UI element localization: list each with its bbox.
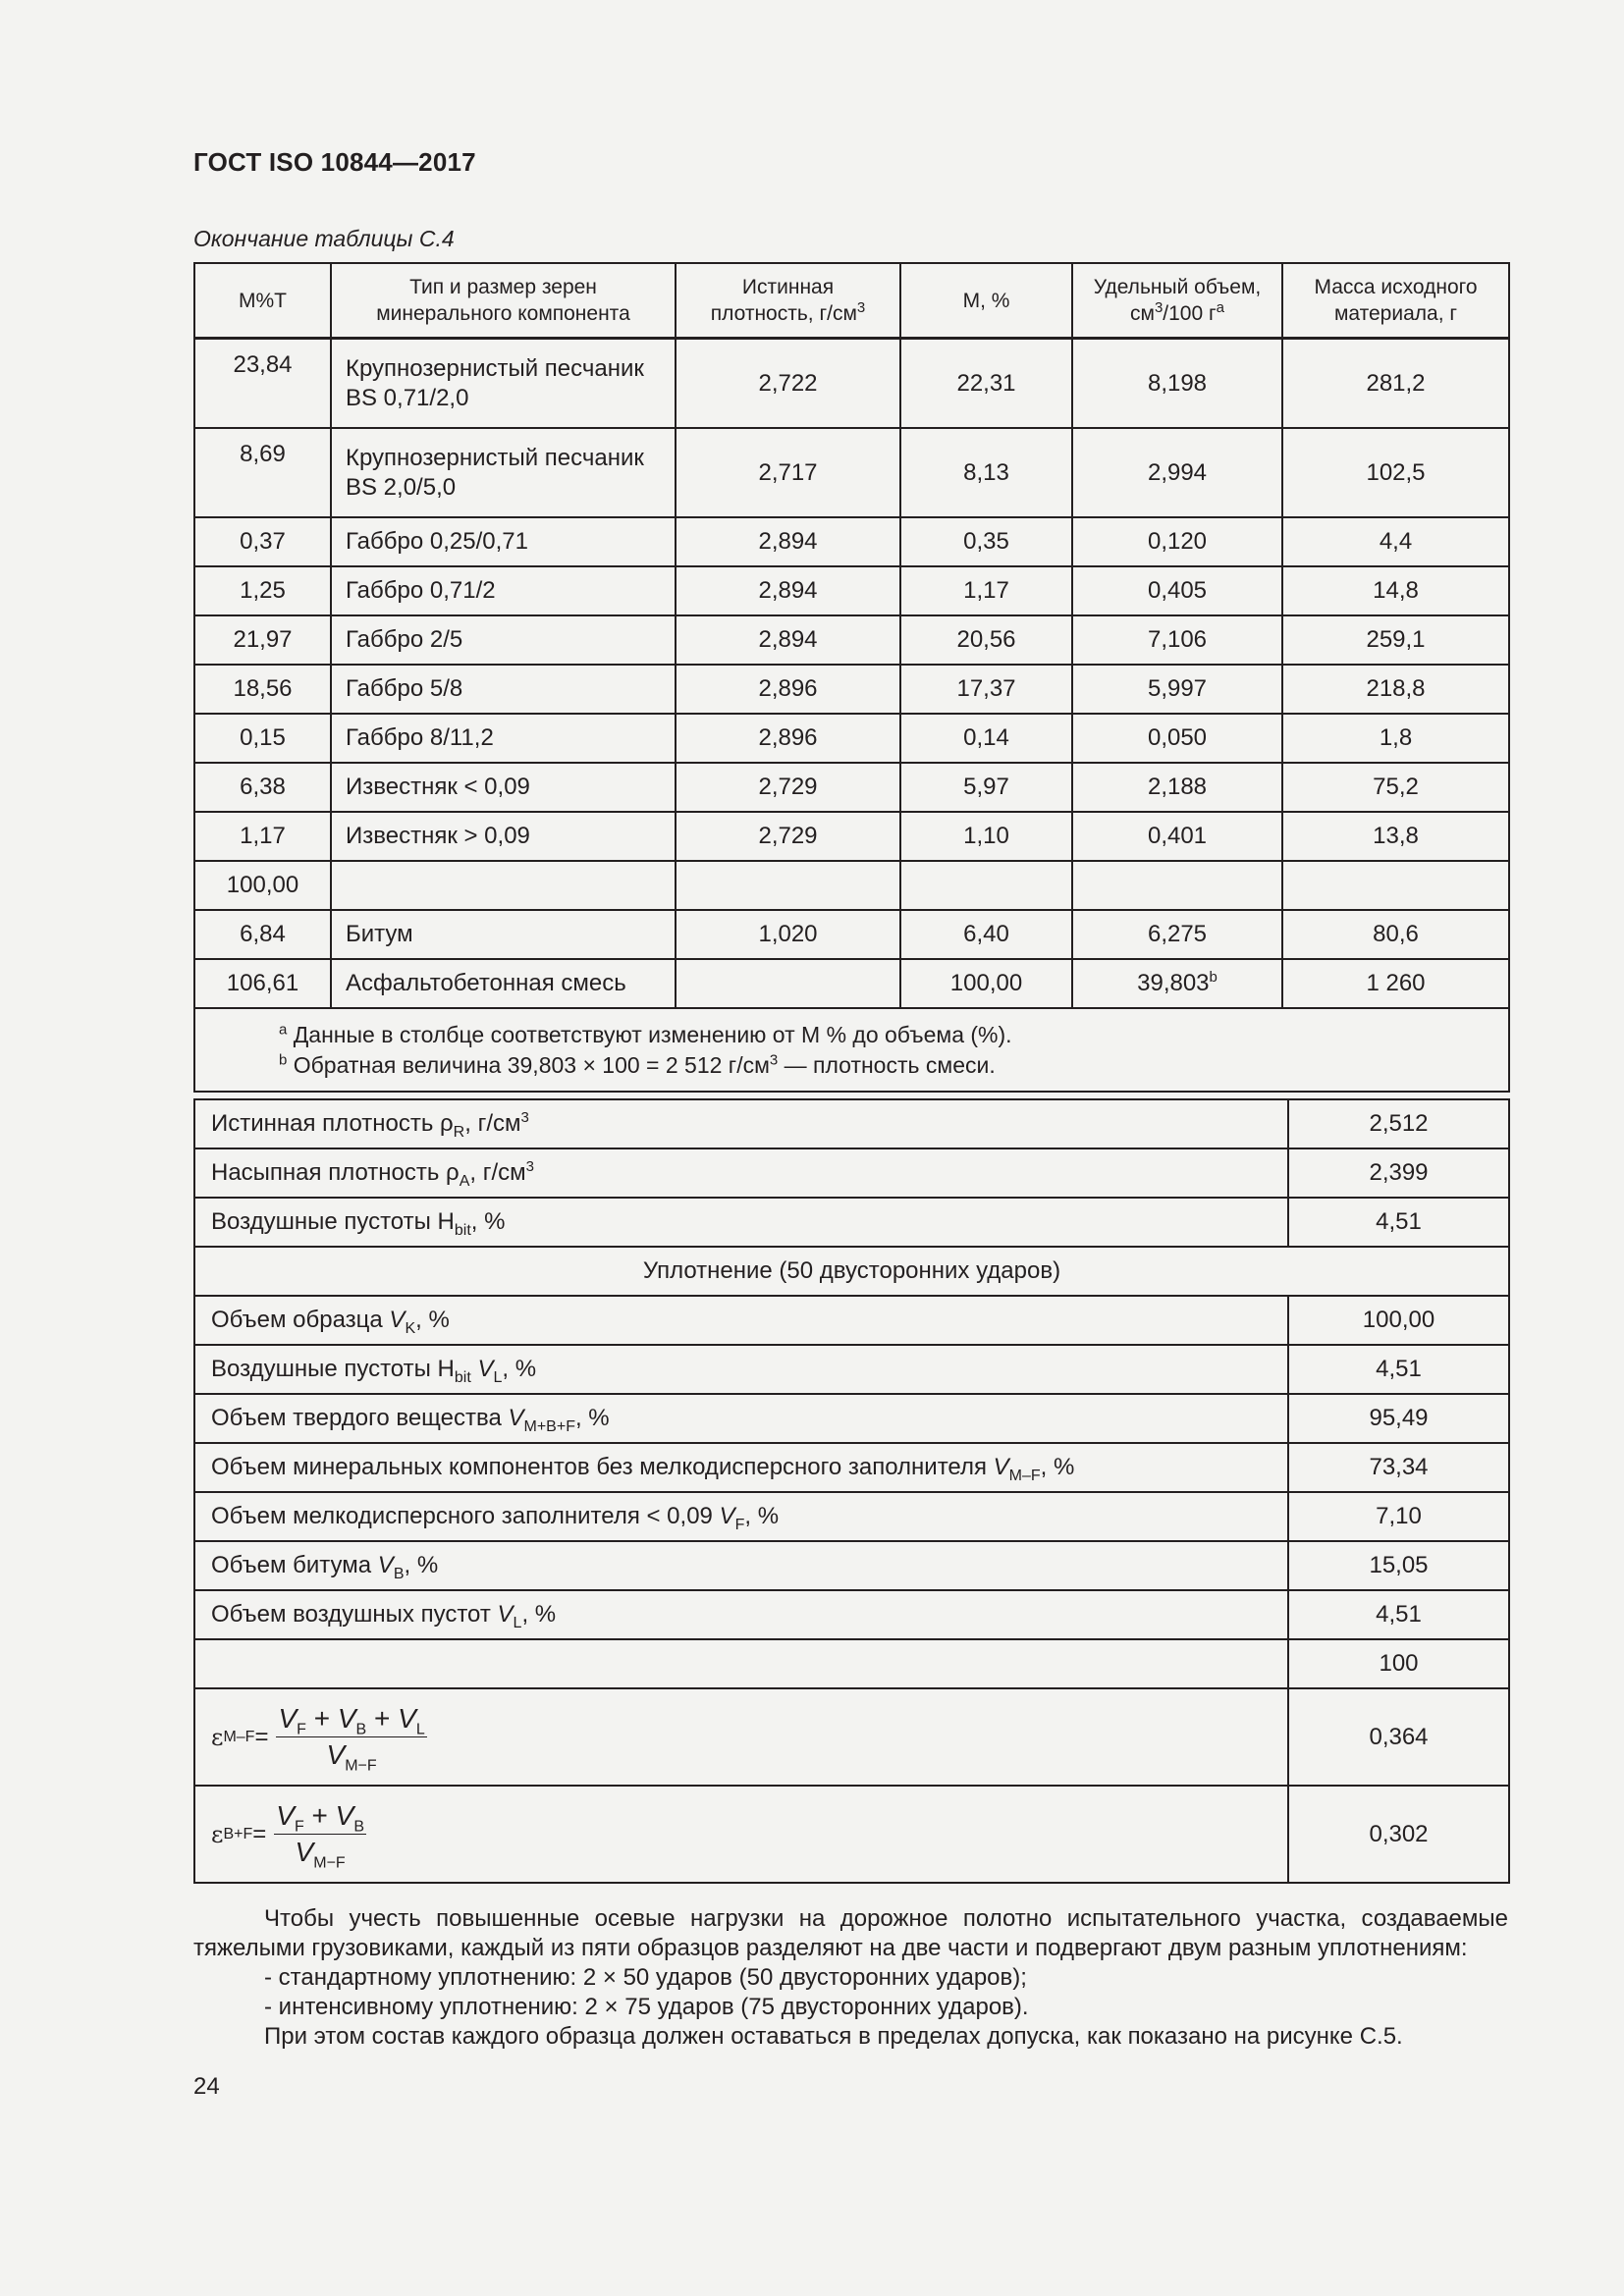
label-sum: [194, 1639, 1288, 1688]
cell-type: Габбро 0,71/2: [331, 566, 676, 615]
cell-mass: 1 260: [1282, 959, 1509, 1008]
cell-density: 2,894: [676, 566, 900, 615]
cell-mt: 18,56: [194, 665, 331, 714]
col-header-density: Истинная плотность, $г/см^3$: [676, 263, 900, 339]
compaction-header: Уплотнение (50 двусторонних ударов): [194, 1247, 1509, 1296]
footnotes-row: [194, 1008, 1509, 1092]
table-row: [194, 959, 1509, 1008]
value-sum: 100: [1288, 1639, 1509, 1688]
cell-volume: 6,275: [1072, 910, 1282, 959]
label-sample-volume: Объем образца $V_K$, %: [194, 1296, 1288, 1345]
cell-mt: 106,61: [194, 959, 331, 1008]
value-bitumen-volume: 15,05: [1288, 1541, 1509, 1590]
col-header-type: Тип и размер зерен минерального компонента: [331, 263, 676, 339]
cell-mt: 0,37: [194, 517, 331, 566]
table-row: [194, 1639, 1509, 1688]
value-mineral-volume: 73,34: [1288, 1443, 1509, 1492]
table-row: [194, 1590, 1509, 1639]
table-footnotes: [194, 1008, 1509, 1092]
list-item: - стандартному уплотнению: 2 × 50 ударов (50 двусторонних ударов);: [264, 1964, 1027, 1991]
cell-density: 2,722: [676, 339, 900, 429]
cell-density: 1,020: [676, 910, 900, 959]
cell-type: Габбро 2/5: [331, 615, 676, 665]
closing-sentence: При этом состав каждого образца должен оставаться в пределах допуска, как показано на рисунке С.5.: [264, 2023, 1403, 2050]
cell-density: 2,729: [676, 763, 900, 812]
table-row: [194, 1345, 1509, 1394]
cell-volume: [1072, 861, 1282, 910]
value-sample-volume: 100,00: [1288, 1296, 1509, 1345]
formula-eps-bf: ε B+F = $\frac{V_F + V_B}{V_{M-F}}$: [194, 1786, 1288, 1883]
col-header-mt: M%T: [194, 263, 331, 339]
table-row: [194, 517, 1509, 566]
cell-mass: 218,8: [1282, 665, 1509, 714]
label-air-voids: Воздушные пустоты $H_{bit}$, %: [194, 1198, 1288, 1247]
cell-volume: 2,994: [1072, 428, 1282, 517]
value-air-voids: 4,51: [1288, 1198, 1509, 1247]
table-row: [194, 1296, 1509, 1345]
body-text: [193, 1904, 1508, 2052]
table-row: [194, 1492, 1509, 1541]
cell-mt: 0,15: [194, 714, 331, 763]
cell-mt: 1,17: [194, 812, 331, 861]
cell-mass: 75,2: [1282, 763, 1509, 812]
cell-volume: 5,997: [1072, 665, 1282, 714]
table-row: [194, 1541, 1509, 1590]
label-bitumen-volume: Объем битума $V_B$, %: [194, 1541, 1288, 1590]
table-row: [194, 339, 1509, 429]
cell-mass: 80,6: [1282, 910, 1509, 959]
table-row: [194, 1099, 1509, 1148]
label-air-voids-volume: Объем воздушных пустот $V_L$, %: [194, 1590, 1288, 1639]
footnote-b: $^b$ Обратная величина 39,803 × 100 = 2 512 $г/см^3$ — плотность смеси.: [279, 1050, 996, 1078]
cell-density: 2,896: [676, 665, 900, 714]
table-row: [194, 812, 1509, 861]
page-number: 24: [193, 2073, 220, 2100]
cell-m: 22,31: [900, 339, 1072, 429]
footnote-a: $^a$ Данные в столбце соответствуют изменению от M % до объема (%).: [279, 1020, 1012, 1047]
body-paragraph: Чтобы учесть повышенные осевые нагрузки на дорожное полотно испытательного участка, создаваемые тяжелыми грузовиками, каждый из пяти образцов разделяют на две части и подвергают двум разным уплотнениям:: [193, 1905, 1508, 1961]
table-row: [194, 763, 1509, 812]
cell-volume: 0,050: [1072, 714, 1282, 763]
label-bulk-density: Насыпная плотность $\rho_A$, $г/см^3$: [194, 1148, 1288, 1198]
col-header-m: M, %: [900, 263, 1072, 339]
cell-mt: 100,00: [194, 861, 331, 910]
cell-mass: 4,4: [1282, 517, 1509, 566]
cell-density: 2,894: [676, 517, 900, 566]
cell-m: 8,13: [900, 428, 1072, 517]
cell-type: Битум: [331, 910, 676, 959]
cell-density: 2,729: [676, 812, 900, 861]
cell-type: Известняк > 0,09: [331, 812, 676, 861]
cell-density: 2,717: [676, 428, 900, 517]
cell-type: [331, 861, 676, 910]
volumetric-properties-table: [193, 1098, 1510, 1884]
table-row: [194, 566, 1509, 615]
cell-mt: 6,38: [194, 763, 331, 812]
cell-mass: 259,1: [1282, 615, 1509, 665]
table-row: [194, 861, 1509, 910]
value-eps-bf: 0,302: [1288, 1786, 1509, 1883]
cell-volume: 0,405: [1072, 566, 1282, 615]
label-solid-volume: Объем твердого вещества $V_{M+B+F}$, %: [194, 1394, 1288, 1443]
table-row: [194, 1247, 1509, 1296]
cell-m: 100,00: [900, 959, 1072, 1008]
table-row: [194, 910, 1509, 959]
cell-type: Крупнозернистый песчаник BS 0,71/2,0: [331, 339, 676, 429]
table-row: [194, 1394, 1509, 1443]
table-row: [194, 714, 1509, 763]
cell-mass: 1,8: [1282, 714, 1509, 763]
value-air-voids-vl: 4,51: [1288, 1345, 1509, 1394]
cell-mt: 23,84: [194, 339, 331, 429]
table-row: [194, 615, 1509, 665]
value-air-voids-volume: 4,51: [1288, 1590, 1509, 1639]
table-row: [194, 1443, 1509, 1492]
cell-m: 1,10: [900, 812, 1072, 861]
table-row: [194, 665, 1509, 714]
document-title: ГОСТ ISO 10844—2017: [193, 147, 476, 177]
cell-density: 2,896: [676, 714, 900, 763]
value-filler-volume: 7,10: [1288, 1492, 1509, 1541]
cell-mass: 14,8: [1282, 566, 1509, 615]
cell-mass: [1282, 861, 1509, 910]
list-item: - интенсивному уплотнению: 2 × 75 ударов (75 двусторонних ударов).: [264, 1994, 1029, 2020]
label-filler-volume: Объем мелкодисперсного заполнителя < 0,09 $V_F$, %: [194, 1492, 1288, 1541]
col-header-volume: Удельный объем, $см^3/100$ $г^a$: [1072, 263, 1282, 339]
mix-composition-table: [193, 262, 1510, 1093]
cell-density: [676, 959, 900, 1008]
cell-volume: 0,120: [1072, 517, 1282, 566]
cell-type: Габбро 8/11,2: [331, 714, 676, 763]
label-mineral-volume: Объем минеральных компонентов без мелкодисперсного заполнителя $V_{M-F}$, %: [194, 1443, 1288, 1492]
col-header-mass: Масса исходного материала, г: [1282, 263, 1509, 339]
table-row: [194, 1786, 1509, 1883]
cell-mass: 102,5: [1282, 428, 1509, 517]
label-air-voids-vl: Воздушные пустоты $H_{bit}$ $V_L$, %: [194, 1345, 1288, 1394]
cell-m: 0,35: [900, 517, 1072, 566]
cell-type: Габбро 5/8: [331, 665, 676, 714]
formula-eps-mf: ε M–F = $\frac{V_F + V_B + V_L}{V_{M-F}}$: [194, 1688, 1288, 1786]
cell-type: Габбро 0,25/0,71: [331, 517, 676, 566]
cell-mt: 8,69: [194, 428, 331, 517]
cell-type: Известняк < 0,09: [331, 763, 676, 812]
cell-mt: 21,97: [194, 615, 331, 665]
cell-density: 2,894: [676, 615, 900, 665]
table-caption: Окончание таблицы С.4: [193, 226, 455, 251]
cell-volume: 7,106: [1072, 615, 1282, 665]
cell-m: 0,14: [900, 714, 1072, 763]
value-eps-mf: 0,364: [1288, 1688, 1509, 1786]
label-true-density: Истинная плотность $\rho_R$, $г/см^3$: [194, 1099, 1288, 1148]
value-solid-volume: 95,49: [1288, 1394, 1509, 1443]
cell-volume: 39,803$^b$: [1072, 959, 1282, 1008]
table-row: [194, 1688, 1509, 1786]
value-bulk-density: 2,399: [1288, 1148, 1509, 1198]
cell-type: Крупнозернистый песчаник BS 2,0/5,0: [331, 428, 676, 517]
cell-m: 5,97: [900, 763, 1072, 812]
cell-m: 1,17: [900, 566, 1072, 615]
cell-volume: 2,188: [1072, 763, 1282, 812]
cell-m: 17,37: [900, 665, 1072, 714]
table-header-row: [194, 263, 1509, 339]
table-row: [194, 428, 1509, 517]
cell-mt: 1,25: [194, 566, 331, 615]
cell-m: 6,40: [900, 910, 1072, 959]
table-row: [194, 1148, 1509, 1198]
cell-density: [676, 861, 900, 910]
value-true-density: 2,512: [1288, 1099, 1509, 1148]
cell-m: [900, 861, 1072, 910]
cell-m: 20,56: [900, 615, 1072, 665]
cell-type: Асфальтобетонная смесь: [331, 959, 676, 1008]
table-row: [194, 1198, 1509, 1247]
cell-volume: 0,401: [1072, 812, 1282, 861]
cell-mt: 6,84: [194, 910, 331, 959]
cell-mass: 13,8: [1282, 812, 1509, 861]
cell-mass: 281,2: [1282, 339, 1509, 429]
cell-volume: 8,198: [1072, 339, 1282, 429]
